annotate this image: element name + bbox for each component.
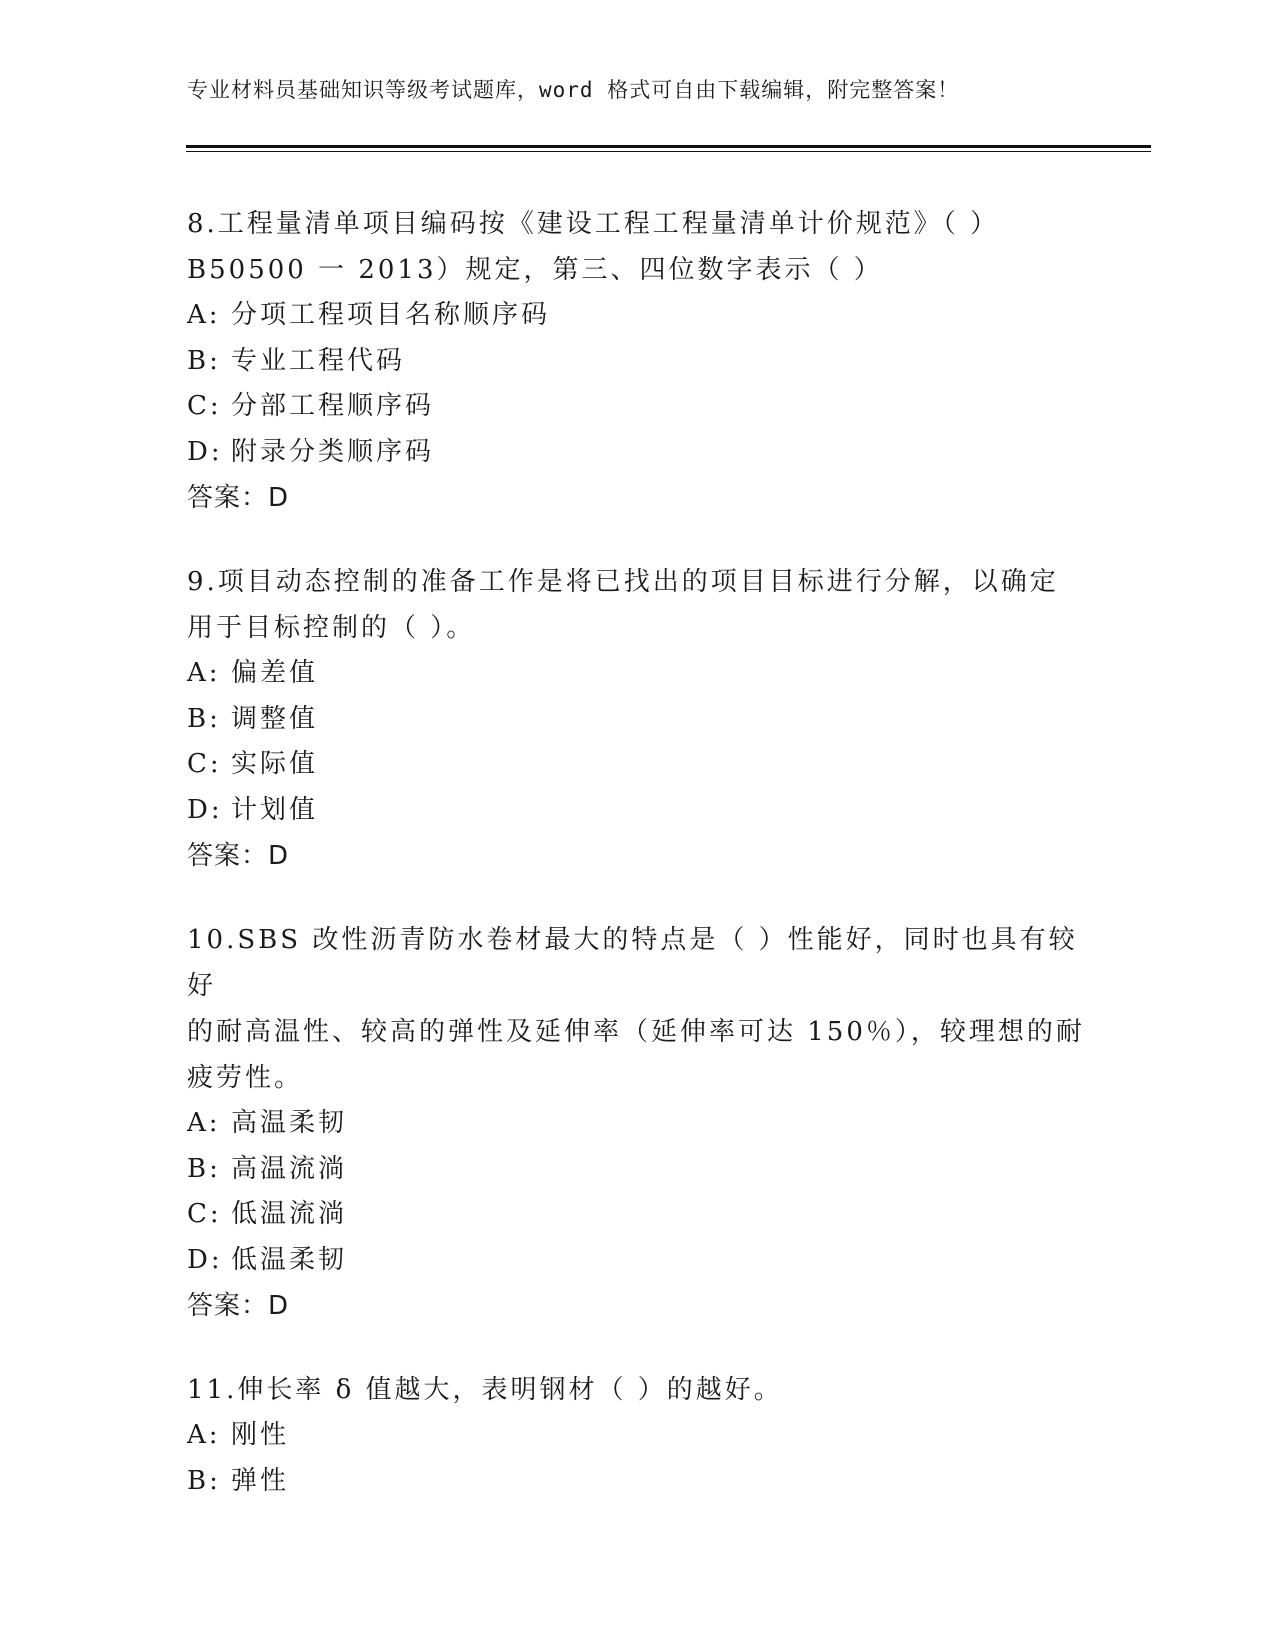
answer-option	[187, 1147, 1087, 1193]
option-text: 高温柔韧	[231, 1108, 348, 1138]
answer-key: 答案：D	[187, 1291, 290, 1321]
question-block	[187, 559, 1087, 879]
answer-option	[187, 293, 1087, 339]
option-text: 分部工程顺序码	[231, 391, 435, 421]
question-stem-line: B50500 一 2013）规定，第三、四位数字表示（ ）	[187, 255, 883, 285]
question-stem-line: 11.伸长率 δ 值越大，表明钢材（ ）的越好。	[187, 1375, 783, 1405]
answer-option	[187, 1459, 1087, 1505]
question-stem-line: 9.项目动态控制的准备工作是将已找出的项目目标进行分解，以确定	[187, 567, 1059, 597]
answer-option	[187, 1192, 1087, 1238]
option-text: 弹性	[231, 1465, 290, 1496]
option-letter: B:	[187, 703, 221, 734]
option-text: 高温流淌	[231, 1153, 348, 1184]
option-text: 实际值	[231, 749, 319, 779]
option-text: 计划值	[231, 794, 319, 825]
page-header: 专业材料员基础知识等级考试题库，word 格式可自由下载编辑，附完整答案！	[187, 78, 960, 102]
answer-option	[187, 430, 1087, 476]
answer-key: 答案：D	[187, 483, 290, 513]
answer-option	[187, 788, 1087, 834]
option-text: 专业工程代码	[231, 345, 406, 376]
option-letter: B:	[187, 345, 221, 376]
option-letter: A:	[187, 1420, 221, 1450]
option-text: 附录分类顺序码	[231, 436, 435, 467]
answer-option	[187, 651, 1087, 697]
question-stem-line: 10.SBS 改性沥青防水卷材最大的特点是（ ）性能好，同时也具有较好	[187, 925, 1078, 1001]
question-block	[187, 917, 1087, 1329]
option-text: 偏差值	[231, 658, 319, 688]
question-stem-line: 的耐高温性、较高的弹性及延伸率（延伸率可达 150％），较理想的耐	[187, 1017, 1085, 1047]
option-letter: B:	[187, 1465, 221, 1496]
option-letter: C:	[187, 1199, 222, 1229]
question-list	[187, 201, 1087, 1542]
header-rule-thin	[186, 151, 1151, 152]
option-text: 调整值	[231, 703, 319, 734]
answer-option	[187, 1413, 1087, 1459]
option-letter: D:	[187, 436, 223, 467]
header-rule-thick	[186, 145, 1151, 148]
option-text: 低温流淌	[231, 1199, 348, 1229]
option-letter: C:	[187, 391, 222, 421]
option-letter: C:	[187, 749, 222, 779]
answer-option	[187, 384, 1087, 430]
question-stem-line: 用于目标控制的（ ）。	[187, 613, 476, 643]
question-block	[187, 1367, 1087, 1504]
option-text: 分项工程项目名称顺序码	[231, 300, 551, 330]
option-text: 刚性	[231, 1420, 290, 1450]
option-letter: A:	[187, 300, 221, 330]
answer-option	[187, 742, 1087, 788]
answer-key: 答案：D	[187, 841, 290, 871]
option-letter: B:	[187, 1153, 221, 1184]
answer-option	[187, 697, 1087, 743]
question-stem-line: 疲劳性。	[187, 1063, 304, 1093]
option-letter: A:	[187, 658, 221, 688]
answer-option	[187, 339, 1087, 385]
question-stem-line: 8.工程量清单项目编码按《建设工程工程量清单计价规范》（ ）	[187, 209, 1000, 239]
option-letter: A:	[187, 1108, 221, 1138]
option-letter: D:	[187, 794, 223, 825]
option-letter: D:	[187, 1244, 223, 1275]
option-text: 低温柔韧	[231, 1244, 348, 1275]
answer-option	[187, 1101, 1087, 1147]
answer-option	[187, 1238, 1087, 1284]
question-block	[187, 201, 1087, 521]
